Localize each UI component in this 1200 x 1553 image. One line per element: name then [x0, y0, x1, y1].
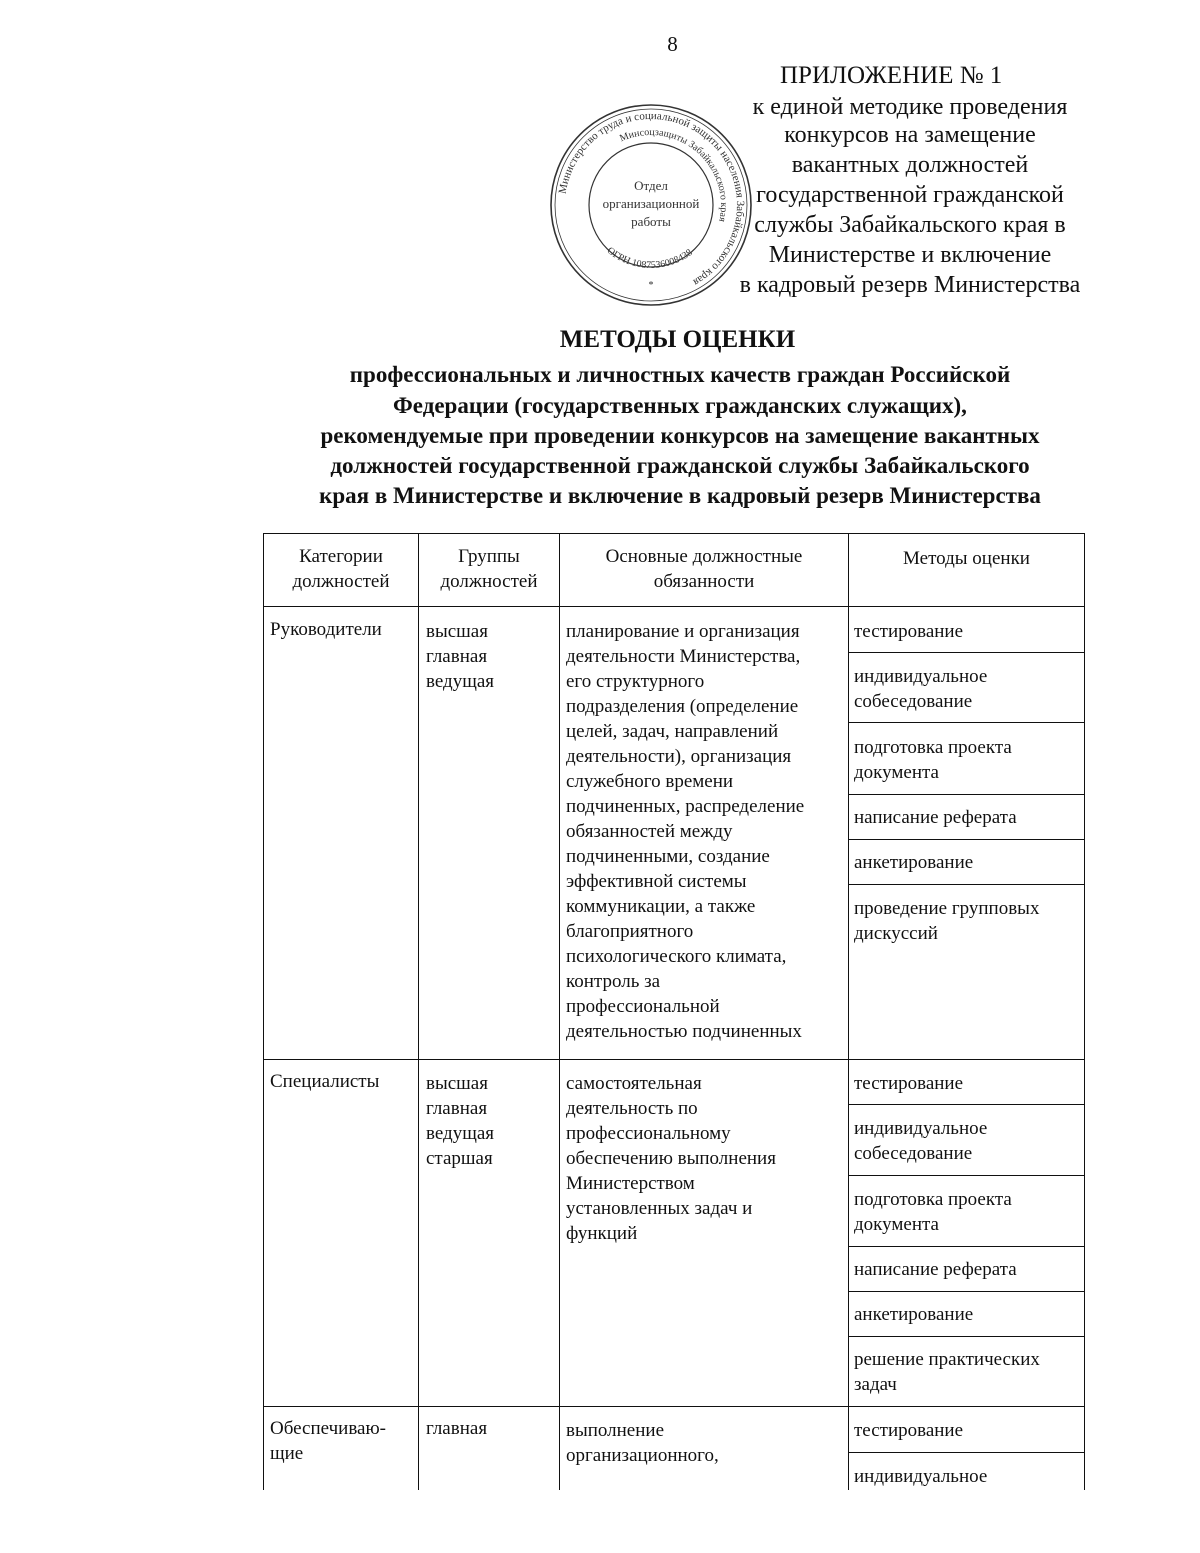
- duty-text: подчиненных, распределение: [566, 796, 805, 817]
- page-number: 8: [667, 32, 678, 56]
- method-text: собеседование: [854, 691, 973, 712]
- appendix-line: в кадровый резерв Министерства: [739, 272, 1081, 298]
- method-text: дискуссий: [854, 923, 938, 944]
- document-title: МЕТОДЫ ОЦЕНКИ: [559, 326, 796, 353]
- header-text: Основные должностные: [605, 546, 803, 567]
- method-item: [854, 1257, 1082, 1282]
- duty-text: обеспечению выполнения: [566, 1148, 776, 1169]
- header-text: должностей: [440, 571, 538, 592]
- header-category: [264, 544, 418, 594]
- duty-text: профессиональному: [566, 1123, 731, 1144]
- stamp-center-line: работы: [631, 214, 671, 229]
- table-row-category: [270, 617, 416, 642]
- method-text: индивидуальное: [854, 1118, 988, 1139]
- header-text: должностей: [292, 571, 390, 592]
- table-border: [848, 1452, 1085, 1453]
- method-text: индивидуальное: [854, 666, 988, 687]
- duty-text: подчиненными, создание: [566, 846, 770, 867]
- stamp-ring-text: Министерство труда и социальной защиты населения Забайкальского края: [556, 109, 747, 289]
- table-row-groups: [426, 1416, 556, 1441]
- appendix-line: вакантных должностей: [791, 152, 1029, 178]
- table-border: [848, 839, 1085, 840]
- duty-text: самостоятельная: [566, 1073, 702, 1094]
- method-text: документа: [854, 1214, 939, 1235]
- table-border: [848, 1104, 1085, 1105]
- method-item: [854, 1116, 1082, 1166]
- method-item: [854, 735, 1082, 785]
- method-item: [854, 850, 1082, 875]
- appendix-line: конкурсов на замещение: [784, 122, 1036, 148]
- duty-text: служебного времени: [566, 771, 734, 792]
- method-item: [854, 1302, 1082, 1327]
- document-subtitle-line: Федерации (государственных гражданских служащих),: [393, 393, 967, 418]
- header-text: Категории: [299, 546, 383, 567]
- header-text: обязанности: [653, 571, 755, 592]
- group-text: высшая: [426, 621, 488, 642]
- method-text: решение практических: [854, 1349, 1040, 1370]
- appendix-line: Министерстве и включение: [768, 242, 1052, 268]
- stamp-star-icon: *: [648, 280, 654, 291]
- header-text: Методы оценки: [903, 548, 1030, 569]
- method-text: документа: [854, 762, 939, 783]
- stamp-center-line: Отдел: [634, 178, 668, 193]
- duty-text: коммуникации, а также: [566, 896, 756, 917]
- header-groups: [419, 544, 559, 594]
- duty-text: обязанностей между: [566, 821, 733, 842]
- table-row-duties: [566, 1071, 846, 1246]
- table-border: [848, 794, 1085, 795]
- duty-text: профессиональной: [566, 996, 720, 1017]
- method-text: анкетирование: [854, 1304, 974, 1325]
- group-text: главная: [426, 1418, 488, 1439]
- table-row-groups: [426, 1071, 556, 1171]
- duty-text: подразделения (определение: [566, 696, 799, 717]
- document-subtitle-line: края в Министерстве и включение в кадровый резерв Министерства: [319, 483, 1041, 508]
- method-item: [854, 1347, 1082, 1397]
- duty-text: организационного,: [566, 1445, 719, 1466]
- method-text: проведение групповых: [854, 898, 1040, 919]
- method-text: задач: [854, 1374, 897, 1395]
- table-border: [848, 1336, 1085, 1337]
- method-text: тестирование: [854, 621, 964, 642]
- table-row-category: [270, 1069, 416, 1094]
- table-row-category: [270, 1416, 416, 1466]
- duty-text: планирование и организация: [566, 621, 800, 642]
- duty-text: благоприятного: [566, 921, 694, 942]
- document-subtitle-line: профессиональных и личностных качеств граждан Российской: [349, 362, 1011, 387]
- group-text: главная: [426, 1098, 488, 1119]
- method-item: [854, 896, 1082, 946]
- table-border: [1084, 533, 1085, 1490]
- method-text: подготовка проекта: [854, 737, 1012, 758]
- method-item: [854, 1464, 1082, 1489]
- table-row-duties: [566, 619, 846, 1044]
- method-text: написание реферата: [854, 807, 1017, 828]
- header-duties: [560, 544, 848, 594]
- appendix-line: службы Забайкальского края в: [754, 212, 1066, 238]
- table-border: [263, 606, 1085, 607]
- group-text: ведущая: [426, 1123, 495, 1144]
- duty-text: выполнение: [566, 1420, 665, 1441]
- stamp-center-line: организационной: [602, 196, 700, 211]
- table-border: [848, 652, 1085, 653]
- method-item: [854, 1187, 1082, 1237]
- table-row-duties: [566, 1418, 846, 1468]
- method-item: [854, 1071, 1082, 1096]
- organization-stamp: [548, 102, 754, 308]
- method-text: собеседование: [854, 1143, 973, 1164]
- table-border: [263, 533, 264, 1490]
- appendix-line: государственной гражданской: [756, 182, 1064, 208]
- method-text: анкетирование: [854, 852, 974, 873]
- duty-text: Министерством: [566, 1173, 695, 1194]
- group-text: старшая: [426, 1148, 493, 1169]
- table-border: [848, 533, 849, 1490]
- method-text: тестирование: [854, 1073, 964, 1094]
- table-border: [263, 1406, 1085, 1407]
- table-row-groups: [426, 619, 556, 694]
- duty-text: деятельности), организация: [566, 746, 792, 767]
- document-subtitle-line: должностей государственной гражданской службы Забайкальского: [330, 453, 1030, 478]
- svg-text:ОГРН 1087536008438: [605, 245, 695, 271]
- appendix-title: ПРИЛОЖЕНИЕ № 1: [780, 62, 1003, 89]
- category-text: Руководители: [270, 619, 382, 640]
- method-text: индивидуальное: [854, 1466, 988, 1487]
- duty-text: эффективной системы: [566, 871, 747, 892]
- stamp-inner-ring-text: Минсоцзащиты Забайкальского края: [618, 126, 730, 223]
- duty-text: деятельностью подчиненных: [566, 1021, 802, 1042]
- method-text: подготовка проекта: [854, 1189, 1012, 1210]
- method-item: [854, 805, 1082, 830]
- table-border: [848, 722, 1085, 723]
- method-text: написание реферата: [854, 1259, 1017, 1280]
- stamp-ogrn: ОГРН 1087536008438: [604, 245, 695, 272]
- table-border: [263, 533, 1085, 534]
- table-border: [263, 1059, 1085, 1060]
- category-text: Обеспечиваю-: [270, 1418, 387, 1439]
- duty-text: психологического климата,: [566, 946, 787, 967]
- table-border: [848, 884, 1085, 885]
- method-text: тестирование: [854, 1420, 964, 1441]
- group-text: высшая: [426, 1073, 488, 1094]
- header-text: Группы: [458, 546, 520, 567]
- duty-text: контроль за: [566, 971, 661, 992]
- table-border: [848, 1175, 1085, 1176]
- method-item: [854, 664, 1082, 714]
- duty-text: функций: [566, 1223, 638, 1244]
- duty-text: установленных задач и: [566, 1198, 753, 1219]
- duty-text: деятельность по: [566, 1098, 698, 1119]
- method-item: [854, 1418, 1082, 1443]
- group-text: главная: [426, 646, 488, 667]
- table-border: [418, 533, 419, 1490]
- document-subtitle-line: рекомендуемые при проведении конкурсов на замещение вакантных: [320, 423, 1040, 448]
- table-border: [559, 533, 560, 1490]
- category-text: Специалисты: [270, 1071, 380, 1092]
- category-text: щие: [270, 1443, 304, 1464]
- table-border: [848, 1246, 1085, 1247]
- group-text: ведущая: [426, 671, 495, 692]
- method-item: [854, 619, 1082, 644]
- duty-text: деятельности Министерства,: [566, 646, 801, 667]
- duty-text: целей, задач, направлений: [566, 721, 779, 742]
- appendix-line: к единой методике проведения: [752, 94, 1068, 120]
- table-border: [848, 1291, 1085, 1292]
- header-methods: [849, 546, 1084, 571]
- duty-text: его структурного: [566, 671, 705, 692]
